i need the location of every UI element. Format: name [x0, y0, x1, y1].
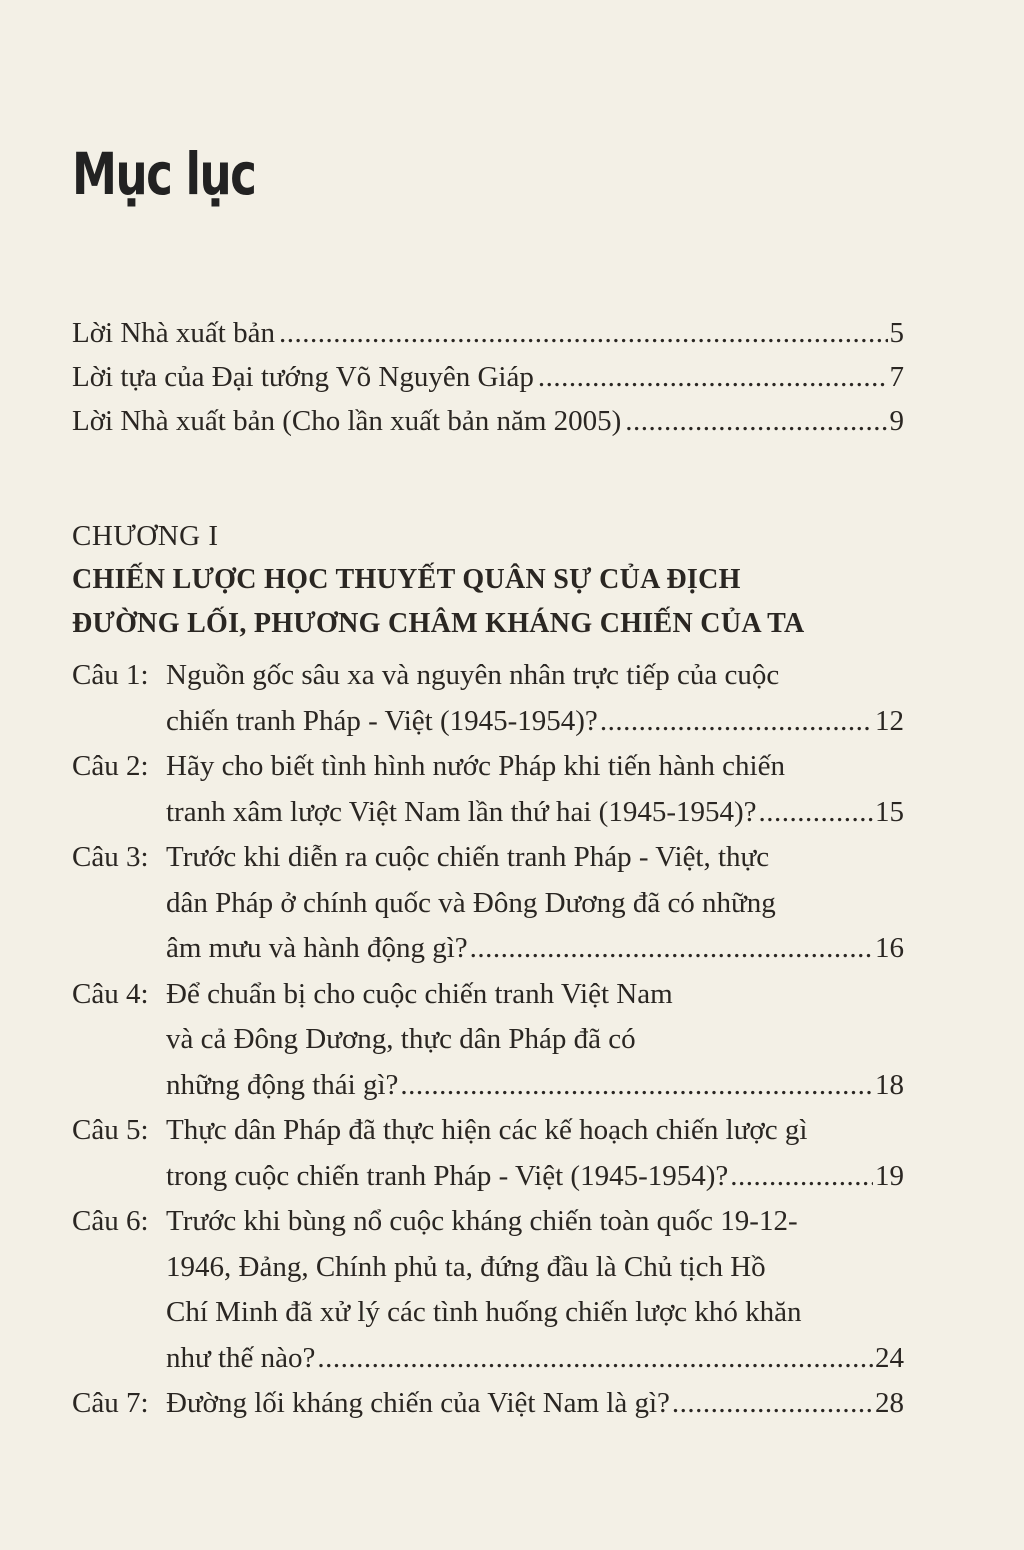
question-text-line: trong cuộc chiến tranh Pháp - Việt (1945-1954)? — [166, 1159, 729, 1192]
toc-page-number: 7 — [889, 361, 904, 393]
toc-entry-label: Lời Nhà xuất bản — [72, 317, 275, 349]
toc-page-number: 24 — [875, 1341, 904, 1374]
question-number: Câu 2: — [72, 750, 149, 782]
toc-entry-label: Lời tựa của Đại tướng Võ Nguyên Giáp — [72, 361, 534, 393]
front-matter-list — [72, 311, 904, 443]
toc-entry[interactable] — [72, 311, 904, 355]
question-text-line: chiến tranh Pháp - Việt (1945-1954)? — [166, 704, 598, 737]
toc-entry[interactable] — [72, 355, 904, 399]
question-text-line: Hãy cho biết tình hình nước Pháp khi tiến hành chiến — [166, 750, 785, 782]
question-number: Câu 4: — [72, 977, 149, 1010]
toc-page-number: 16 — [875, 932, 904, 964]
toc-question-entry[interactable] — [72, 1381, 904, 1427]
question-text-line: Chí Minh đã xử lý các tình huống chiến lược khó khăn — [166, 1296, 802, 1328]
question-text-line: Nguồn gốc sâu xa và nguyên nhân trực tiếp của cuộc — [166, 659, 780, 691]
page-title: Mục lục — [72, 140, 256, 208]
dot-leader — [672, 1381, 873, 1427]
toc-page-number: 5 — [889, 317, 904, 349]
dot-leader — [279, 311, 888, 355]
question-text-line: âm mưu và hành động gì? — [166, 932, 468, 964]
question-text-line: Thực dân Pháp đã thực hiện các kế hoạch chiến lược gì — [166, 1114, 808, 1146]
question-number: Câu 3: — [72, 841, 149, 873]
question-text-line: Để chuẩn bị cho cuộc chiến tranh Việt Nam — [166, 977, 673, 1010]
dot-leader — [600, 699, 873, 745]
toc-page-number: 19 — [875, 1159, 904, 1192]
question-number: Câu 6: — [72, 1205, 149, 1237]
toc-page-number: 28 — [875, 1387, 904, 1419]
toc-page-number: 9 — [889, 405, 904, 437]
toc-page-number: 15 — [875, 795, 904, 828]
toc-question-entry[interactable] — [72, 744, 904, 835]
toc-page-number: 18 — [875, 1068, 904, 1101]
dot-leader — [470, 926, 873, 972]
dot-leader — [730, 1154, 873, 1200]
toc-question-entry[interactable] — [72, 653, 904, 744]
chapter-heading — [72, 514, 912, 646]
question-number: Câu 5: — [72, 1114, 149, 1146]
dot-leader — [317, 1336, 873, 1382]
question-text-line: dân Pháp ở chính quốc và Đông Dương đã có những — [166, 886, 776, 919]
dot-leader — [400, 1063, 873, 1109]
question-list — [72, 653, 904, 1427]
dot-leader — [759, 790, 873, 836]
question-text-line: và cả Đông Dương, thực dân Pháp đã có — [166, 1023, 636, 1055]
question-text-line: Trước khi bùng nổ cuộc kháng chiến toàn quốc 19-12- — [166, 1205, 798, 1237]
question-text-line: 1946, Đảng, Chính phủ ta, đứng đầu là Chủ tịch Hồ — [166, 1250, 766, 1283]
toc-question-entry[interactable] — [72, 1199, 904, 1381]
toc-page-number: 12 — [875, 704, 904, 737]
question-text-line: Đường lối kháng chiến của Việt Nam là gì? — [166, 1387, 670, 1419]
question-text-line: Trước khi diễn ra cuộc chiến tranh Pháp - Việt, thực — [166, 841, 770, 873]
question-text-line: tranh xâm lược Việt Nam lần thứ hai (1945-1954)? — [166, 795, 757, 828]
question-text-line: những động thái gì? — [166, 1068, 399, 1101]
toc-question-entry[interactable] — [72, 1108, 904, 1199]
chapter-title-line: ĐƯỜNG LỐI, PHƯƠNG CHÂM KHÁNG CHIẾN CỦA TA — [72, 608, 805, 639]
toc-entry-label: Lời Nhà xuất bản (Cho lần xuất bản năm 2005) — [72, 405, 622, 437]
toc-question-entry[interactable] — [72, 835, 904, 972]
question-number: Câu 1: — [72, 659, 149, 691]
dot-leader — [625, 399, 887, 443]
dot-leader — [538, 355, 888, 399]
toc-question-entry[interactable] — [72, 972, 904, 1109]
question-text-line: như thế nào? — [166, 1341, 316, 1374]
chapter-title-line: CHIẾN LƯỢC HỌC THUYẾT QUÂN SỰ CỦA ĐỊCH — [72, 564, 741, 595]
chapter-label: CHƯƠNG I — [72, 520, 219, 552]
toc-entry[interactable] — [72, 399, 904, 443]
question-number: Câu 7: — [72, 1387, 149, 1419]
